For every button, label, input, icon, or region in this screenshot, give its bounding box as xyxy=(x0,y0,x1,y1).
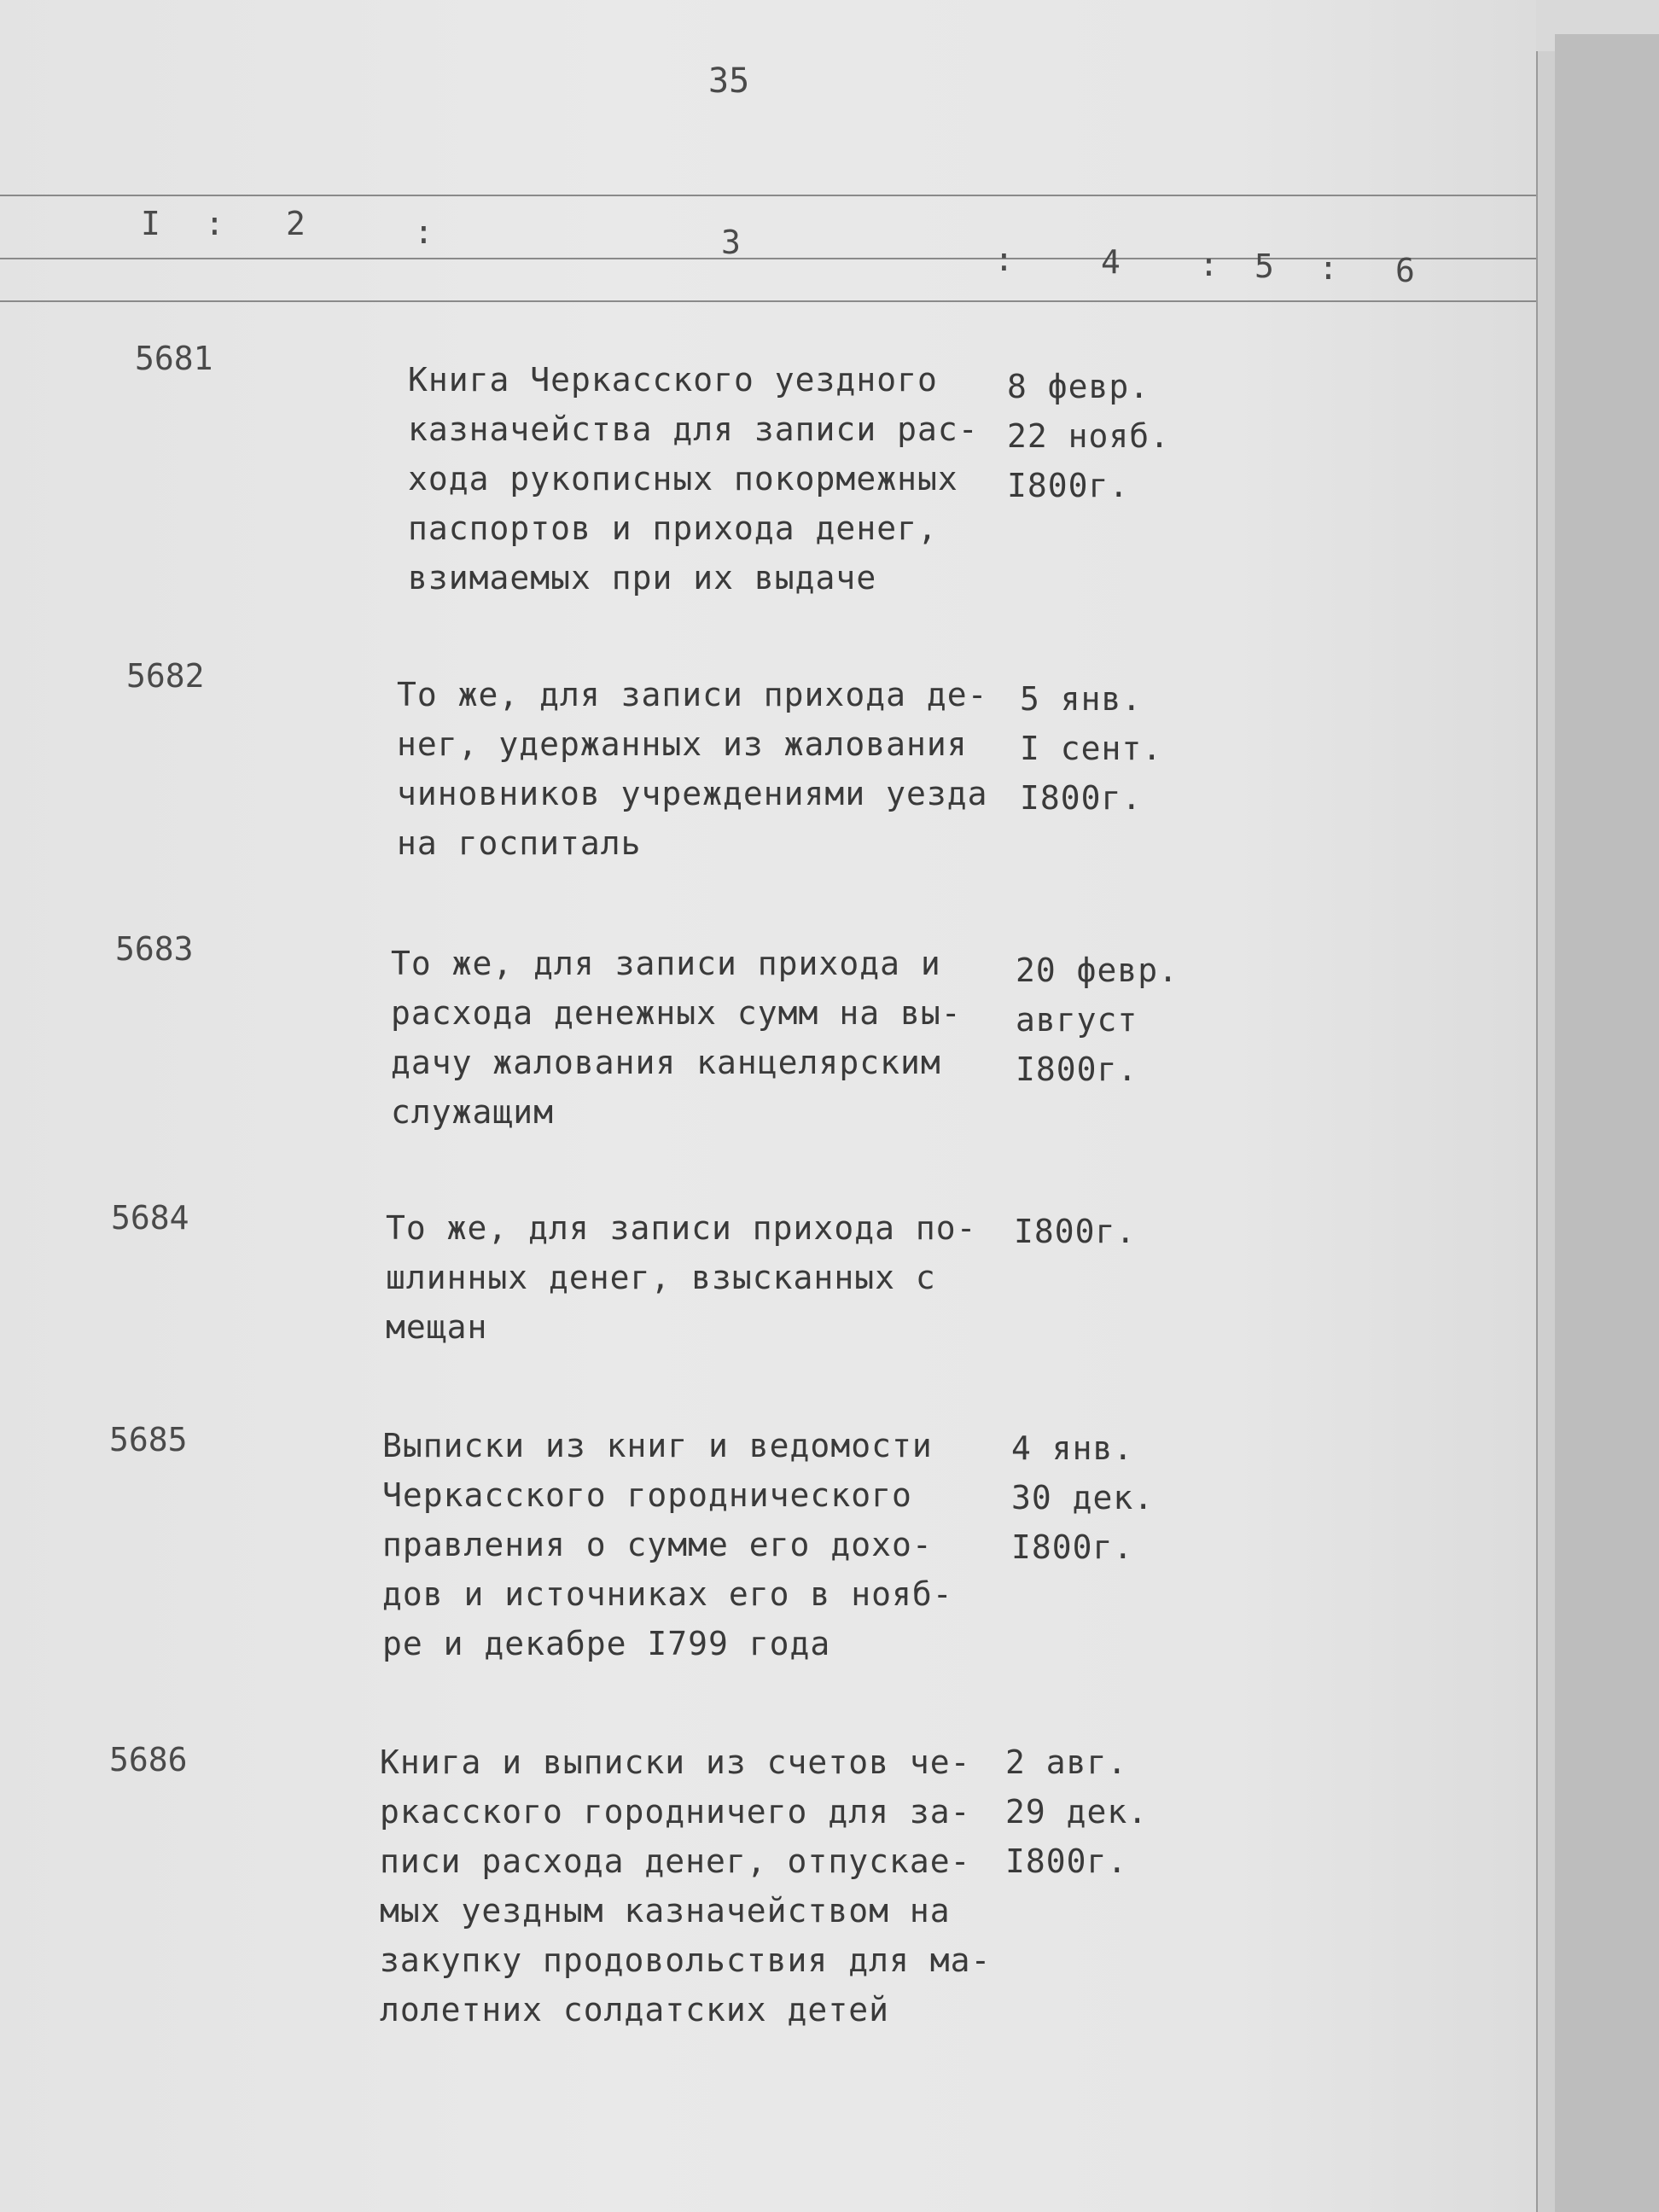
header-rule-top xyxy=(0,195,1536,196)
entry-dates: 2 авг. 29 дек. I800г. xyxy=(1005,1743,1149,1880)
column-header-3: 3 xyxy=(721,224,741,261)
entry-description: Книга Черкасского уездного казначейства для записи рас- хода рукописных покормежных паспортов и прихода денег, взимаемых при их выдаче xyxy=(408,361,979,597)
column-header-1: I xyxy=(141,205,160,242)
entry-description: То же, для записи прихода по- шлинных денег, взысканных с мещан xyxy=(386,1209,977,1346)
entry-description: Выписки из книг и ведомости Черкасского городнического правления о сумме его дохо- дов и источниках его в нояб- ре и декабре I799 года xyxy=(382,1427,953,1662)
entry-dates: 8 февр. 22 нояб. I800г. xyxy=(1007,368,1171,504)
column-separator: : xyxy=(414,213,434,251)
column-header-5: 5 xyxy=(1254,247,1274,285)
column-header-2: 2 xyxy=(286,205,306,242)
entry-dates: 4 янв. 30 дек. I800г. xyxy=(1011,1429,1155,1566)
entry-description: То же, для записи прихода и расхода денежных сумм на вы- дачу жалования канцелярским служащим xyxy=(391,945,962,1131)
header-rule-bottom xyxy=(0,300,1536,302)
entry-number: 5685 xyxy=(109,1421,188,1458)
entry-description: То же, для записи прихода де- нег, удержанных из жалования чиновников учреждениями уезда на госпиталь xyxy=(397,676,988,862)
entry-dates: 20 февр. август I800г. xyxy=(1016,952,1179,1088)
entry-number: 5684 xyxy=(111,1199,189,1237)
entry-number: 5683 xyxy=(115,930,194,968)
header-rule-middle xyxy=(0,258,1536,259)
column-header-4: 4 xyxy=(1101,243,1121,281)
entry-dates: I800г. xyxy=(1014,1213,1137,1250)
page-number: 35 xyxy=(708,61,750,101)
column-separator: : xyxy=(1318,249,1338,287)
page-edge xyxy=(1536,51,1555,2212)
column-separator: : xyxy=(205,205,224,242)
entry-dates: 5 янв. I сент. I800г. xyxy=(1020,680,1163,817)
entry-number: 5682 xyxy=(126,657,205,695)
background-surface xyxy=(1555,34,1659,2212)
entry-number: 5686 xyxy=(109,1741,188,1778)
column-separator: : xyxy=(1199,246,1219,283)
column-separator: : xyxy=(994,241,1014,278)
entry-number: 5681 xyxy=(135,340,213,377)
column-header-6: 6 xyxy=(1395,252,1415,289)
entry-description: Книга и выписки из счетов че- ркасского городничего для за- писи расхода денег, отпускае- мых уездным казначейством на закупку продовольствия для ма- лолетних солдатских детей xyxy=(380,1743,992,2029)
